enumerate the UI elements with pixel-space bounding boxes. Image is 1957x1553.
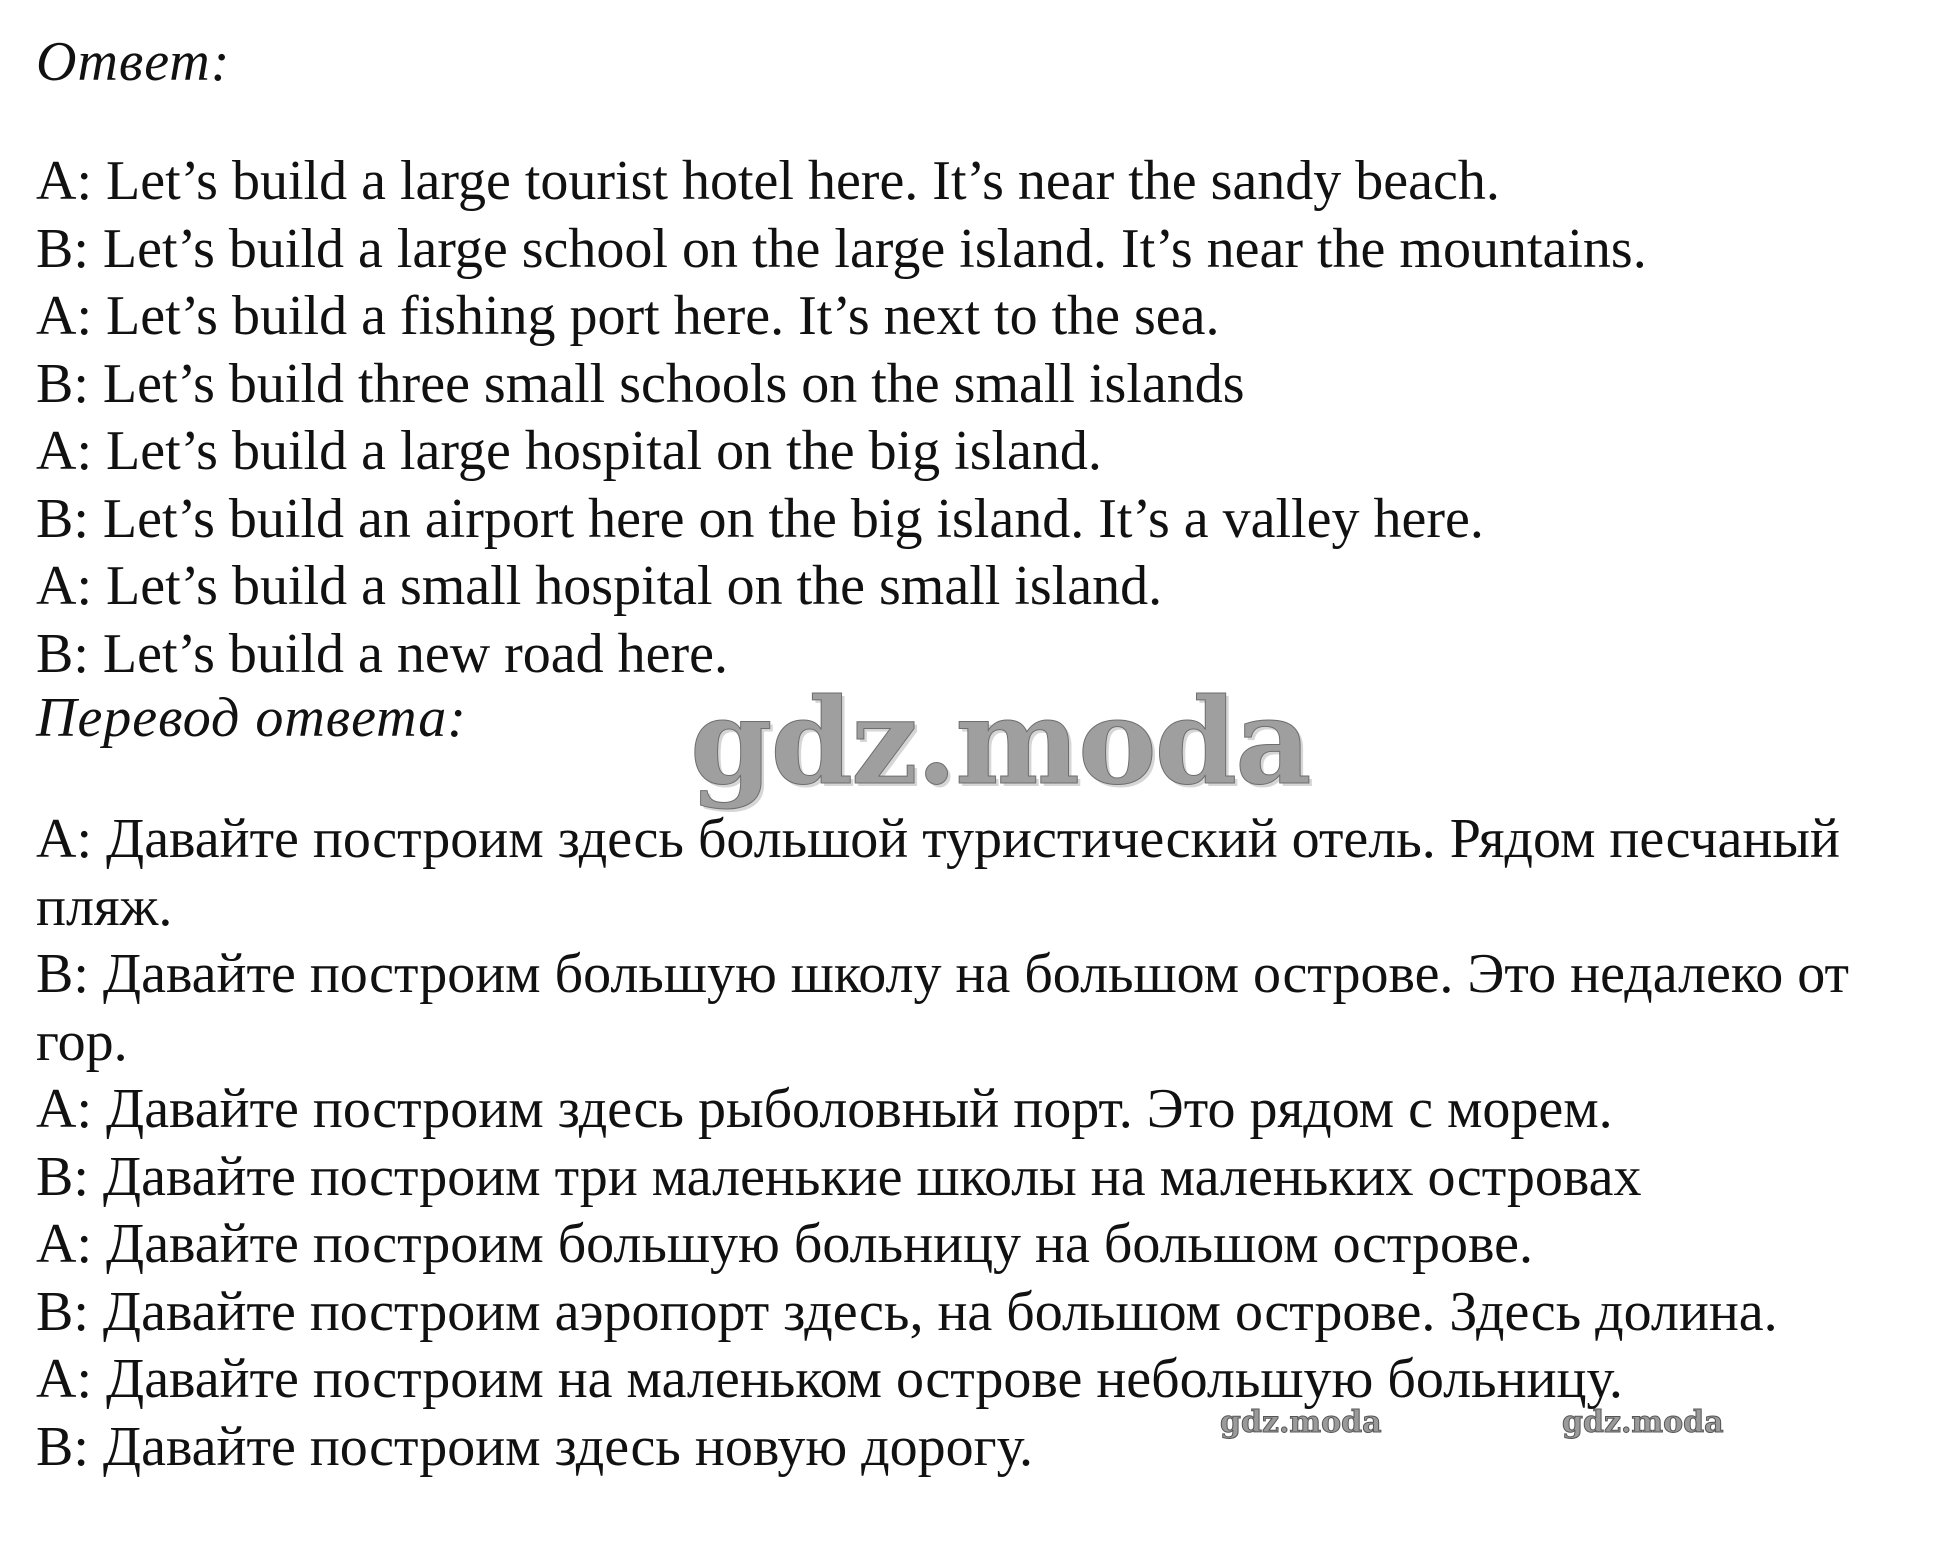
dialogue-line-en: A: Let’s build a small hospital on the small island.: [36, 555, 1163, 617]
translation-heading: Перевод ответа:: [36, 687, 467, 749]
dialogue-line-ru: B: Давайте построим аэропорт здесь, на большом острове. Здесь долина.: [36, 1280, 1778, 1343]
watermark-small: gdz.moda: [1562, 1405, 1724, 1440]
answer-heading: Ответ:: [36, 31, 231, 93]
dialogue-line-ru: A: Давайте построим здесь рыболовный порт. Это рядом с морем.: [36, 1078, 1613, 1140]
dialogue-line-ru: B: Давайте построим здесь новую дорогу.: [36, 1415, 1034, 1478]
dialogue-line-ru: B: Давайте построим большую школу на большом острове. Это недалеко от гор.: [36, 943, 1849, 1073]
dialogue-line-ru: A: Давайте построим здесь большой туристический отель. Рядом песчаный пляж.: [36, 808, 1840, 938]
dialogue-line-en: B: Let’s build three small schools on the small islands: [36, 352, 1245, 415]
watermark-logo: gdz.moda: [690, 672, 1310, 811]
dialogue-line-en: A: Let’s build a large hospital on the big island.: [36, 420, 1102, 482]
dialogue-line-en: B: Let’s build an airport here on the big island. It’s a valley here.: [36, 487, 1484, 550]
dialogue-line-ru: A: Давайте построим большую больницу на большом острове.: [36, 1213, 1533, 1275]
dialogue-line-en: B: Let’s build a new road here.: [36, 622, 729, 685]
watermark-small: gdz.moda: [1220, 1405, 1382, 1440]
dialogue-line-en: B: Let’s build a large school on the large island. It’s near the mountains.: [36, 217, 1647, 280]
dialogue-line-en: A: Let’s build a fishing port here. It’s next to the sea.: [36, 285, 1220, 347]
dialogue-line-ru: A: Давайте построим на маленьком острове небольшую больницу.: [36, 1348, 1623, 1410]
english-dialogue: [36, 148, 1647, 688]
dialogue-line-en: A: Let’s build a large tourist hotel here. It’s near the sandy beach.: [36, 150, 1500, 212]
dialogue-line-ru: B: Давайте построим три маленькие школы на маленьких островах: [36, 1145, 1642, 1208]
russian-dialogue: [36, 806, 1946, 1481]
